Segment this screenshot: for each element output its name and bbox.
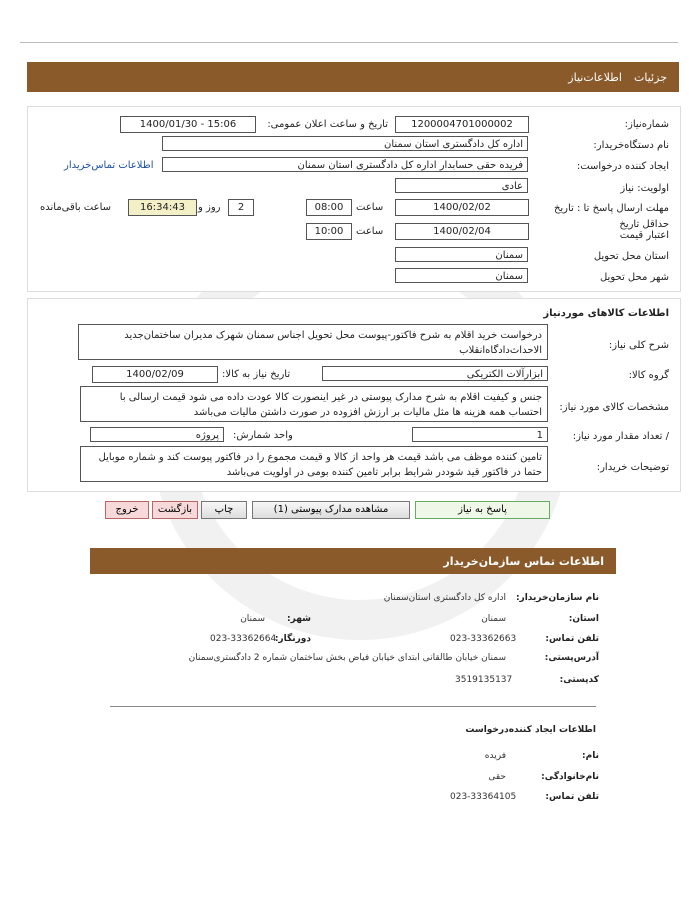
summary-field: درخواست خرید اقلام به شرح فاکتور-پیوست محل تحویل اجناس سمنان شهرک مدیران ساختمان‌جدید الاحداث‌دادگاه‌انقلاب	[78, 324, 548, 360]
attachments-button[interactable]: مشاهده مدارک پیوستی (1)	[252, 501, 410, 519]
first-name-label: نام:	[582, 751, 599, 761]
contact-title: اطلاعات تماس سازمان‌خریدار	[443, 555, 604, 568]
buyer-contact-link[interactable]: اطلاعات تماس‌خریدار	[64, 160, 154, 171]
city-label: شهر محل تحویل	[599, 272, 669, 283]
top-divider	[20, 42, 678, 43]
remaining-label: ساعت باقی‌مانده	[40, 202, 112, 213]
contact-province-label: استان:	[568, 614, 599, 624]
deadline-date-field: 1400/02/02	[395, 199, 529, 216]
province-label: استان محل تحویل	[593, 251, 669, 262]
reply-button[interactable]: پاسخ به نیاز	[415, 501, 550, 519]
deadline-label: مهلت ارسال پاسخ تا : تاریخ	[553, 203, 669, 214]
phone-label: تلفن تماس:	[545, 634, 599, 644]
qty-field: 1	[412, 427, 548, 442]
back-button[interactable]: بازگشت	[152, 501, 198, 519]
org-value: اداره کل دادگستری استان‌سمنان	[383, 593, 506, 603]
city-field: سمنان	[395, 268, 528, 283]
group-field: ابزارآلات الکتریکی	[322, 366, 548, 381]
page-header	[27, 62, 679, 92]
priority-field: عادی	[395, 178, 528, 193]
need-info-panel	[27, 106, 681, 292]
creator-label: ایجاد کننده درخواست:	[576, 161, 669, 172]
days-label: روز و	[198, 202, 221, 213]
contact-divider	[110, 706, 596, 707]
org-label: نام سازمان‌خریدار:	[515, 593, 599, 603]
address-value: سمنان خیابان طالقانی ابتدای خیابان فیاض بخش ساختمان شماره 2 دادگستری‌سمنان	[188, 653, 506, 663]
tab-need-info[interactable]: اطلاعات‌نیاز	[568, 71, 622, 84]
goods-section-title: اطلاعات کالاهای موردنیاز	[543, 308, 669, 319]
need-number-label: شماره‌نیاز:	[624, 119, 669, 130]
contact-city-label: شهر:	[287, 614, 311, 624]
first-name-value: فریده	[484, 751, 506, 761]
deadline-time-field: 08:00	[306, 199, 352, 216]
buyer-field: اداره کل دادگستری استان سمنان	[162, 136, 528, 151]
creator-field: فریده حقی حسابدار اداره کل دادگستری استان سمنان	[162, 157, 528, 172]
last-name-value: حقی	[488, 772, 506, 782]
postal-label: کدپستی:	[559, 675, 599, 685]
phone-value: 023-33362663	[450, 634, 517, 644]
fax-label: دورنگار:	[274, 634, 311, 644]
province-field: سمنان	[395, 247, 528, 262]
validity-time-label: ساعت	[356, 226, 384, 237]
notes-label: توضیحات خریدار:	[596, 462, 669, 473]
postal-value: 3519135137	[455, 675, 513, 685]
summary-label: شرح کلی نیاز:	[608, 340, 669, 351]
announce-field: 1400/01/30 - 15:06	[120, 116, 256, 133]
deadline-time-label: ساعت	[356, 202, 384, 213]
specs-field: جنس و کیفیت اقلام به شرح مدارک پیوستی در غیر اینصورت کالا عودت داده می شود قیمت ارسالی با احتساب همه هزینه ها مثل مالیات بر ارزش افزوده در صورت داشتن مالیات می‌باشد	[80, 386, 548, 422]
creator-info-title: اطلاعات ایجاد کننده‌درخواست	[465, 725, 596, 735]
qty-label: / تعداد مقدار مورد نیاز:	[572, 431, 669, 442]
validity-time-field: 10:00	[306, 223, 352, 240]
unit-field: پروژه	[90, 427, 224, 442]
contact-header	[90, 548, 616, 574]
fax-value: 023-33362664	[210, 634, 277, 644]
address-label: آدرس‌پستی:	[544, 653, 599, 663]
contact-province-value: سمنان	[481, 614, 506, 624]
need-number-field: 1200004701000002	[395, 116, 529, 133]
days-field: 2	[228, 199, 254, 216]
last-name-label: نام‌خانوادگی:	[541, 772, 599, 782]
creator-phone-value: 023-33364105	[450, 792, 517, 802]
specs-label: مشخصات کالای مورد نیاز:	[559, 402, 669, 413]
creator-phone-label: تلفن تماس:	[545, 792, 599, 802]
unit-label: واحد شمارش:	[233, 430, 293, 441]
tab-details[interactable]: جزئیات	[634, 71, 667, 84]
contact-city-value: سمنان	[240, 614, 265, 624]
notes-field: تامین کننده موظف می باشد قیمت هر واحد از کالا و قیمت مجموع را در فاکتور پیوست کند و شماره موبایل حتما در فاکتور قید شوددر شرایط برابر تامین کننده بومی در اولویت می‌باشد	[80, 446, 548, 482]
validity-date-field: 1400/02/04	[395, 223, 529, 240]
print-button[interactable]: چاپ	[201, 501, 247, 519]
buyer-label: نام دستگاه‌خریدار:	[593, 140, 669, 151]
need-date-label: تاریخ نیاز به کالا:	[222, 369, 291, 380]
exit-button[interactable]: خروج	[105, 501, 149, 519]
group-label: گروه کالا:	[628, 370, 669, 381]
announce-label: تاریخ و ساعت اعلان عمومی:	[267, 119, 388, 130]
priority-label: اولویت: نیاز	[620, 183, 669, 194]
remaining-time-field: 16:34:43	[128, 199, 197, 216]
validity-label: حداقل تاریخ اعتبار قیمت	[619, 219, 669, 241]
need-date-field: 1400/02/09	[92, 366, 218, 383]
